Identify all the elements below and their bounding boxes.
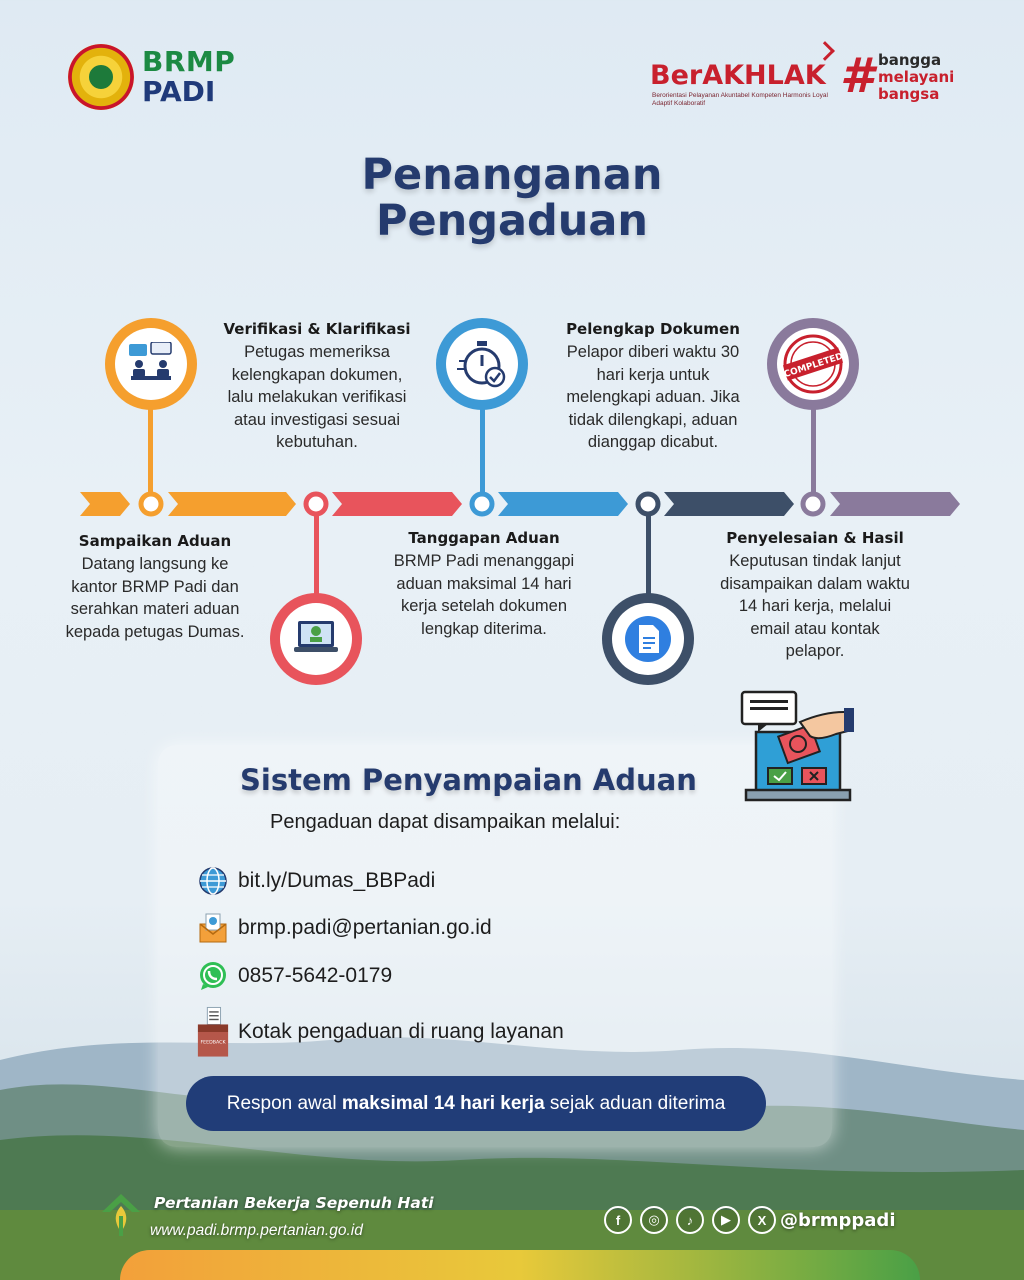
step-1-title: Sampaikan Aduan	[78, 532, 232, 550]
step-3-title: Tanggapan Aduan	[408, 529, 560, 547]
tiktok-icon[interactable]: ♪	[676, 1206, 704, 1234]
svg-text:FEEDBACK: FEEDBACK	[200, 1040, 226, 1046]
step-4-desc: Pelapor diberi waktu 30 hari kerja untuk melengkapi aduan. Jika tidak dilengkapi, aduan dianggap dicabut.	[566, 343, 740, 451]
youtube-icon[interactable]: ▶	[712, 1206, 740, 1234]
process-timeline	[0, 300, 1024, 700]
stopwatch-icon	[457, 339, 507, 389]
step-2-title: Verifikasi & Klarifikasi	[223, 320, 411, 338]
footer-website[interactable]: www.padi.brmp.pertanian.go.id	[150, 1222, 363, 1239]
pin-step-1	[105, 318, 197, 410]
brand-line-2: PADI	[142, 75, 216, 108]
sistem-title: Sistem Penyampaian Aduan	[240, 763, 697, 797]
pin-step-5	[767, 318, 859, 410]
response-time-banner: Respon awal maksimal 14 hari kerja sejak aduan diterima	[186, 1076, 766, 1131]
step-4	[558, 320, 748, 454]
contact-feedback-box	[196, 1006, 564, 1058]
x-icon[interactable]: X	[748, 1206, 776, 1234]
kementan-seal-icon	[68, 44, 134, 110]
contact-website-text[interactable]: bit.ly/Dumas_BBPadi	[238, 869, 436, 892]
step-2-desc: Petugas memeriksa kelengkapan dokumen, lalu melakukan verifikasi atau investigasi sesuai kebutuhan.	[227, 343, 407, 451]
step-1-desc: Datang langsung ke kantor BRMP Padi dan serahkan materi aduan kepada petugas Dumas.	[65, 555, 245, 641]
feedback-box-icon	[196, 1006, 230, 1058]
contact-whatsapp-text[interactable]: 0857-5642-0179	[238, 964, 393, 987]
complaint-box-illustration	[740, 690, 856, 808]
sistem-subtitle: Pengaduan dapat disampaikan melalui:	[270, 811, 621, 833]
brmp-logo	[68, 44, 235, 110]
whatsapp-icon	[197, 960, 229, 992]
pin-step-4	[602, 593, 694, 685]
pin-step-2	[270, 593, 362, 685]
instagram-icon[interactable]: ◎	[640, 1206, 668, 1234]
svg-text:COMPLETED: COMPLETED	[782, 351, 844, 381]
berakhlak-subtext: Berorientasi Pelayanan Akuntabel Kompeten Harmonis Loyal Adaptif Kolaboratif	[652, 92, 828, 107]
globe-icon	[198, 866, 228, 896]
laptop-verify-icon	[292, 619, 340, 659]
step-5	[720, 529, 910, 663]
agro-widya-logo	[98, 1192, 144, 1238]
berakhlak-text: BerAKHLAK	[650, 60, 826, 91]
contact-email[interactable]	[196, 911, 492, 945]
contact-website[interactable]	[196, 864, 435, 898]
pin-step-3	[436, 318, 528, 410]
step-5-desc: Keputusan tindak lanjut disampaikan dalam waktu 14 hari kerja, melalui email atau kontak pelapor.	[720, 552, 910, 660]
social-links	[604, 1206, 896, 1234]
mail-icon	[198, 912, 228, 944]
facebook-icon[interactable]: f	[604, 1206, 632, 1234]
step-3-desc: BRMP Padi menanggapi aduan maksimal 14 hari kerja setelah dokumen lengkap diterima.	[393, 552, 575, 638]
consultation-icon	[127, 342, 175, 386]
step-1	[60, 532, 250, 643]
step-5-title: Penyelesaian & Hasil	[726, 529, 904, 547]
page-title: Penanganan Pengaduan	[361, 150, 663, 246]
document-icon	[624, 615, 672, 663]
social-handle[interactable]: @brmppadi	[780, 1209, 896, 1231]
contact-whatsapp[interactable]	[196, 959, 392, 993]
footer-color-bar	[120, 1250, 920, 1280]
contact-email-text[interactable]: brmp.padi@pertanian.go.id	[238, 916, 492, 939]
chevron-icon	[815, 41, 835, 61]
step-3	[389, 529, 579, 640]
brand-line-1: BRMP	[142, 45, 236, 78]
bangga-melayani-bangsa: bangga melayani bangsa	[878, 51, 955, 103]
footer-slogan: Pertanian Bekerja Sepenuh Hati	[154, 1194, 434, 1212]
berakhlak-logo	[650, 42, 980, 112]
step-2	[222, 320, 412, 454]
step-4-title: Pelengkap Dokumen	[566, 320, 740, 338]
completed-stamp-icon	[782, 333, 844, 395]
contact-feedback-text: Kotak pengaduan di ruang layanan	[238, 1020, 564, 1043]
hashtag-icon: #	[840, 48, 874, 104]
